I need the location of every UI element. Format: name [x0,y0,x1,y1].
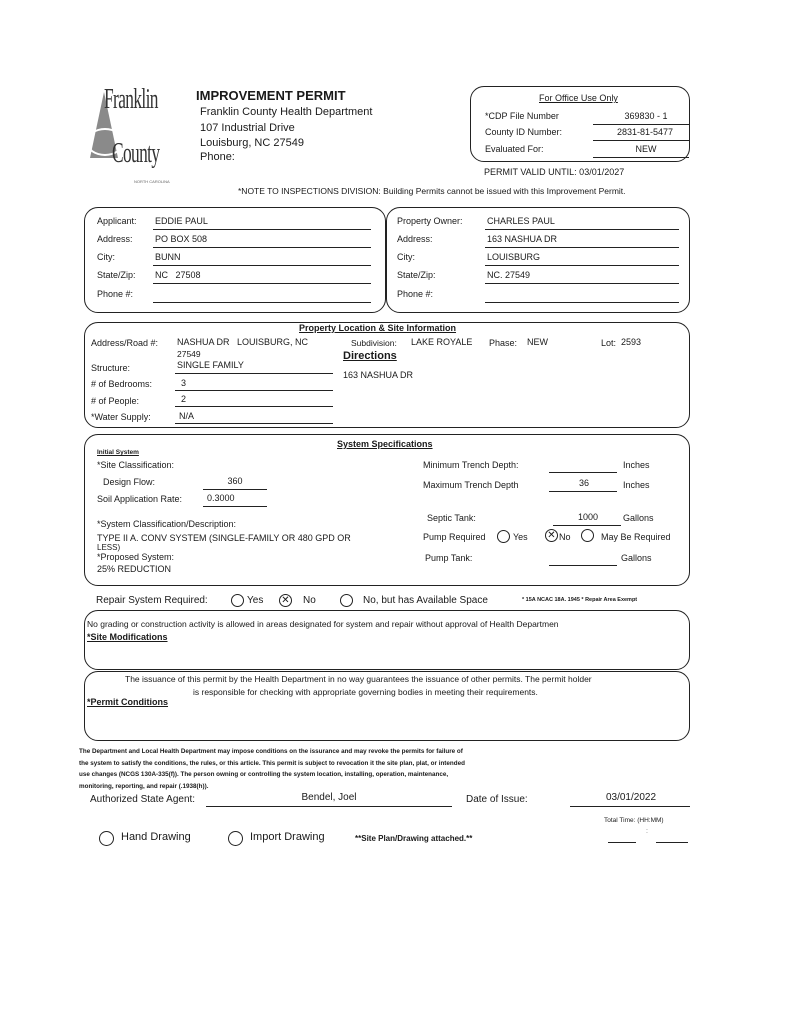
subdivision-value[interactable]: LAKE ROYALE [411,337,473,347]
lot-value[interactable]: 2593 [621,337,642,347]
department-phone-label: Phone: [200,151,235,163]
property-location-box [84,322,690,428]
people-value[interactable]: 2 [181,394,187,404]
soil-rate-label: Soil Application Rate: [97,494,183,504]
repair-yes-radio[interactable] [231,594,244,607]
site-mod-heading: *Site Modifications [87,632,168,642]
phase-label: Phase: [489,338,518,348]
hand-drawing-radio[interactable] [99,831,114,846]
legal-line4: monitoring, reporting, and repair (.1938(h)). [79,782,209,790]
applicant-name[interactable]: EDDIE PAUL [155,216,208,226]
import-drawing-radio[interactable] [228,831,243,846]
proposed-system-label: *Proposed System: [97,552,175,562]
repair-no-label: No [303,595,316,606]
legal-text [79,746,465,790]
logo-tagline: NORTH CAROLINA [134,179,170,184]
office-use-heading: For Office Use Only [539,93,618,103]
structure-value[interactable]: SINGLE FAMILY [177,360,244,370]
owner-statezip-label: State/Zip: [397,270,436,280]
office-use-box [470,86,690,162]
date-issue-label: Date of Issue: [466,794,528,805]
conditions-text-line2: is responsible for checking with appropriate governing bodies in meeting their requirements. [193,687,538,697]
classification-label: *System Classification/Description: [97,519,237,529]
pump-tank-label: Pump Tank: [425,553,473,563]
owner-city-label: City: [397,252,415,262]
inspections-note-text: *NOTE TO INSPECTIONS DIVISION: Building Permits cannot be issued with this Improvement Permit. [238,186,626,196]
legal-line1: The Department and Local Health Department may impose conditions on the issurance and may revoke the permits for failure of [79,748,463,755]
inspections-note [238,186,626,196]
owner-address[interactable]: 163 NASHUA DR [487,234,558,244]
permit-title: IMPROVEMENT PERMIT [196,88,346,103]
people-label: # of People: [91,396,140,406]
soil-rate-value[interactable]: 0.3000 [207,493,235,503]
subdivision-label: Subdivision: [351,338,397,348]
owner-city[interactable]: LOUISBURG [487,252,541,262]
repair-yes-label: Yes [247,595,264,606]
applicant-city-label: City: [97,252,115,262]
site-plan-attached-note: **Site Plan/Drawing attached.** [355,834,473,843]
applicant-phone-label: Phone #: [97,289,134,299]
classification-value[interactable]: TYPE II A. CONV SYSTEM (SINGLE-FAMILY OR 480 GPD OR [97,533,351,543]
initial-system-label: Initial System [97,449,139,456]
owner-statezip[interactable]: NC. 27549 [487,270,531,280]
total-time-label: Total Time: (HH:MM) [604,817,664,824]
address-road-label: Address/Road #: [91,338,159,348]
date-issue-value[interactable]: 03/01/2022 [605,792,657,803]
property-location-heading: Property Location & Site Information [299,323,457,333]
proposed-system-value[interactable]: 25% REDUCTION [97,564,172,574]
repair-no-radio[interactable]: ✕ [279,594,292,607]
pump-no-label: No [559,532,571,542]
design-flow-label: Design Flow: [103,477,156,487]
pump-required-label: Pump Required [423,532,486,542]
lot-label: Lot: [601,338,617,348]
logo-word-franklin: Franklin [104,84,158,115]
directions-heading: Directions [343,350,397,362]
pump-no-radio[interactable]: ✕ [545,529,558,542]
bedrooms-label: # of Bedrooms: [91,379,153,389]
applicant-address-label: Address: [97,234,133,244]
septic-tank-value[interactable]: 1000 [577,512,599,522]
system-specs-box [84,434,690,586]
owner-address-label: Address: [397,234,433,244]
hand-drawing-label: Hand Drawing [121,831,191,843]
pump-yes-label: Yes [513,532,528,542]
cdp-file-label: *CDP File Number [485,111,559,121]
owner-label: Property Owner: [397,216,463,226]
septic-tank-unit: Gallons [623,513,654,523]
site-classification-label: *Site Classification: [97,460,175,470]
county-id-value: 2831-81-5477 [616,127,674,137]
septic-tank-label: Septic Tank: [427,513,476,523]
applicant-box [84,207,386,313]
agent-label: Authorized State Agent: [90,794,196,805]
applicant-label: Applicant: [97,216,137,226]
structure-label: Structure: [91,363,131,373]
owner-phone-label: Phone #: [397,289,434,299]
pump-yes-radio[interactable] [497,530,510,543]
min-trench-unit: Inches [623,460,650,470]
phase-value[interactable]: NEW [527,337,548,347]
logo-word-county: County [112,138,160,169]
directions-value[interactable]: 163 NASHUA DR [343,370,414,380]
site-mod-text: No grading or construction activity is allowed in areas designated for system and repair without approval of Health Departmen [87,619,559,629]
water-supply-label: *Water Supply: [91,412,151,422]
department-address-line1: 107 Industrial Drive [200,122,295,134]
pump-maybe-radio[interactable] [581,529,594,542]
address-road-zip: 27549 [177,349,201,359]
agent-value[interactable]: Bendel, Joel [301,792,357,803]
evaluated-for-value: NEW [635,144,657,154]
classification-value-cont: LESS) [97,543,121,552]
cdp-file-value: 369830 - 1 [624,111,668,121]
permit-valid-until: PERMIT VALID UNTIL: 03/01/2027 [484,167,625,177]
max-trench-label: Maximum Trench Depth [423,480,519,490]
system-specs-heading: System Specifications [337,439,433,449]
pump-tank-unit: Gallons [621,553,652,563]
total-time-separator: : [646,828,648,835]
repair-space-radio[interactable] [340,594,353,607]
legal-line3: use changes (NCGS 130A-335(f)). The person owning or controlling the system location, installing, operation, maintenance, [79,771,449,778]
water-supply-value[interactable]: N/A [179,411,195,421]
county-id-label: County ID Number: [485,127,563,137]
bedrooms-value[interactable]: 3 [181,378,187,388]
applicant-city[interactable]: BUNN [155,252,181,262]
max-trench-unit: Inches [623,480,650,490]
conditions-text-line1: The issuance of this permit by the Health Department in no way guarantees the issuance of other permits. The permit holder [125,674,592,684]
import-drawing-label: Import Drawing [250,831,325,843]
legal-line2: the system to satisfy the conditions, the rules, or this article. This permit is subject to revocation it the site plan, plat, or intended [79,759,465,767]
max-trench-value[interactable]: 36 [578,478,589,488]
permit-conditions-box [84,671,690,741]
repair-exempt-note: * 15A NCAC 18A. 1945 * Repair Area Exempt [522,597,638,603]
pump-maybe-label: May Be Required [601,532,671,542]
total-time-minutes[interactable] [656,842,688,843]
repair-required-label: Repair System Required: [96,595,208,606]
evaluated-for-label: Evaluated For: [485,144,544,154]
min-trench-label: Minimum Trench Depth: [423,460,519,470]
total-time-hours[interactable] [608,842,636,843]
department-address-line2: Louisburg, NC 27549 [200,137,304,149]
design-flow-value[interactable]: 360 [227,476,243,486]
permit-conditions-heading: *Permit Conditions [87,697,169,707]
applicant-statezip[interactable]: NC 27508 [155,270,201,280]
site-modifications-box [84,610,690,670]
applicant-statezip-label: State/Zip: [97,270,136,280]
property-owner-box [386,207,690,313]
department-name: Franklin County Health Department [200,106,373,118]
applicant-address[interactable]: PO BOX 508 [155,234,208,244]
repair-space-label: No, but has Available Space [363,595,488,606]
owner-name[interactable]: CHARLES PAUL [487,216,555,226]
address-road-value[interactable]: NASHUA DR LOUISBURG, NC [177,337,309,347]
